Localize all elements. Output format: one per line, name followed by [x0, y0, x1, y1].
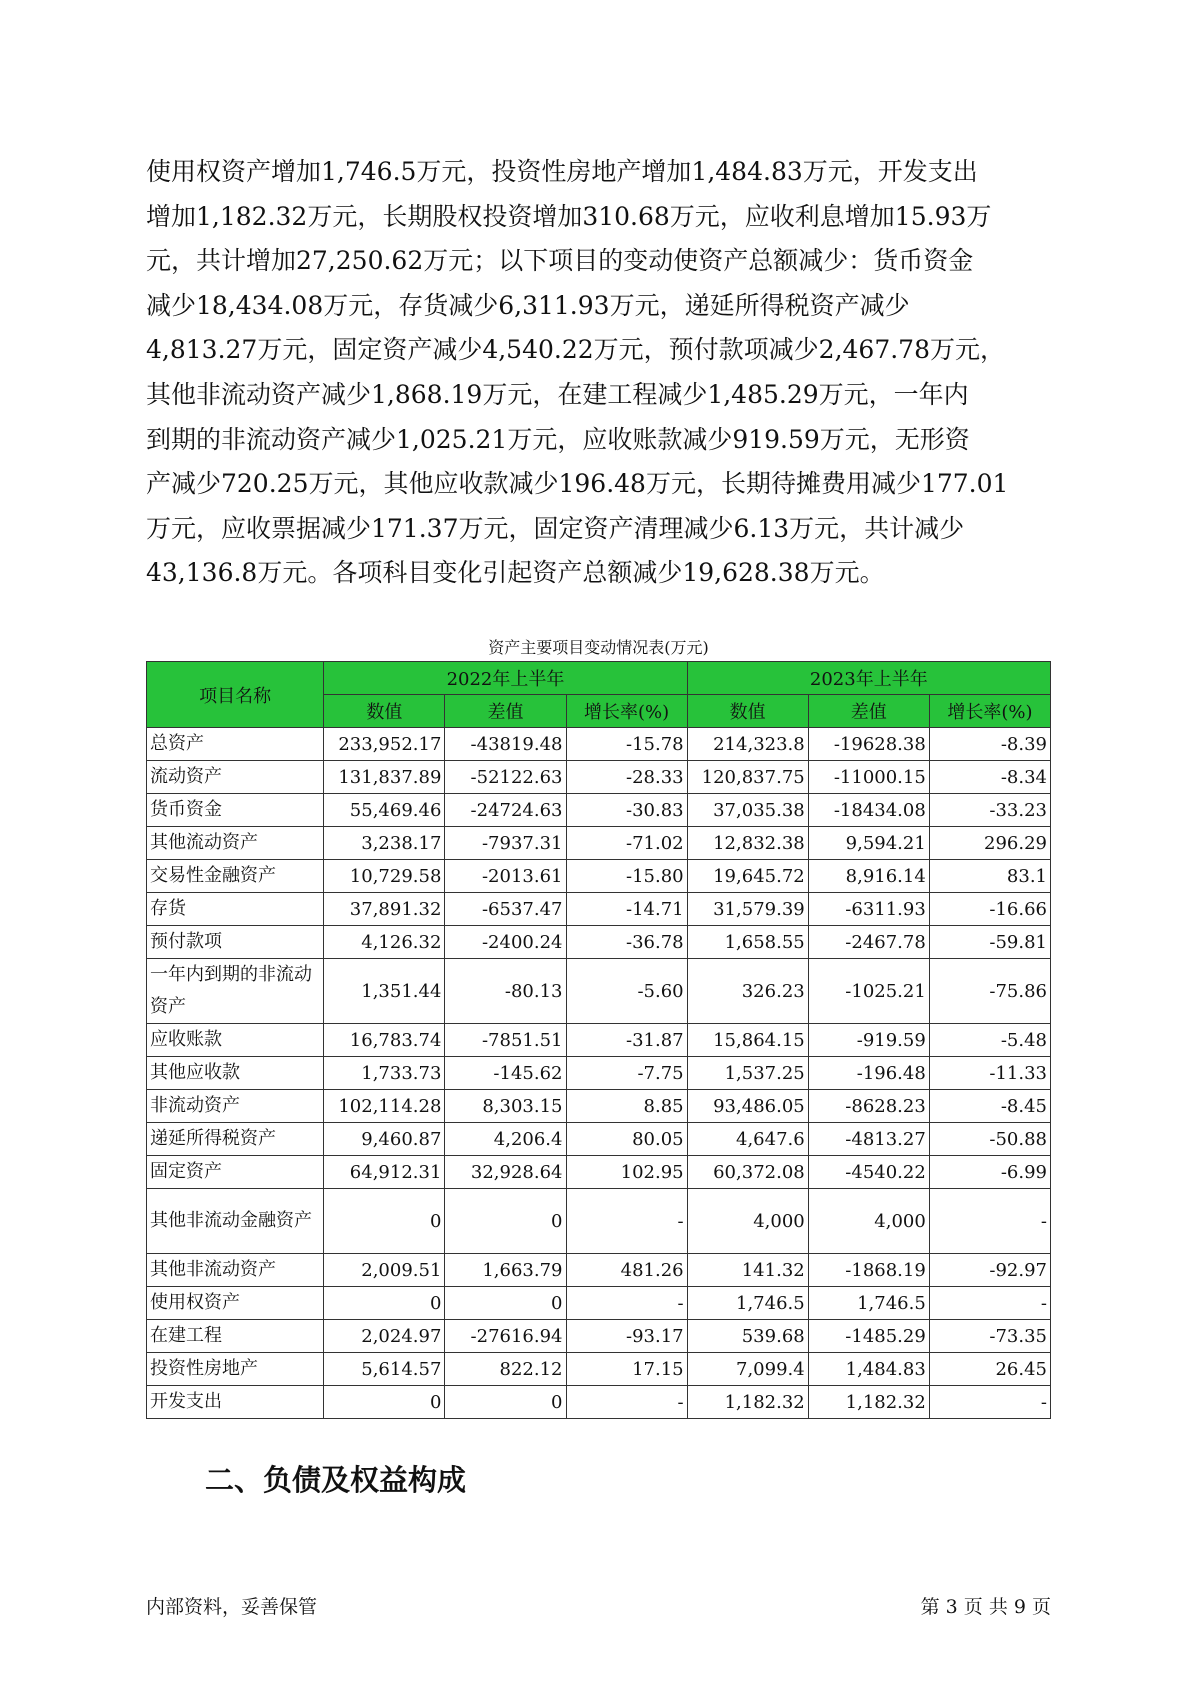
value-2023-cell: 539.68	[687, 1320, 808, 1353]
growth-2022-cell: -71.02	[566, 827, 687, 860]
value-2023-cell: 7,099.4	[687, 1353, 808, 1386]
value-2022-cell: 102,114.28	[324, 1090, 445, 1123]
value-2022-cell: 0	[324, 1287, 445, 1320]
table-caption: 资产主要项目变动情况表(万元)	[488, 638, 709, 657]
diff-2022-cell: 32,928.64	[445, 1156, 566, 1189]
row-name-cell: 其他非流动资产	[147, 1254, 324, 1287]
diff-2022-cell: -27616.94	[445, 1320, 566, 1353]
table-row	[147, 728, 1051, 761]
paragraph-line: 4,813.27万元，固定资产减少4,540.22万元，预付款项减少2,467.78万元，	[146, 335, 1005, 365]
table-row	[147, 1123, 1051, 1156]
growth-2023-cell: -	[929, 1287, 1050, 1320]
row-name-cell: 使用权资产	[147, 1287, 324, 1320]
table-row	[147, 1353, 1051, 1386]
growth-2023-cell: -	[929, 1189, 1050, 1254]
value-2022-cell: 10,729.58	[324, 860, 445, 893]
value-2023-cell: 60,372.08	[687, 1156, 808, 1189]
value-2023-cell: 4,000	[687, 1189, 808, 1254]
table-row	[147, 1386, 1051, 1419]
growth-2023-cell: 26.45	[929, 1353, 1050, 1386]
table-row	[147, 1090, 1051, 1123]
header-growth-2023: 增长率(%)	[929, 695, 1050, 728]
row-name-cell: 货币资金	[147, 794, 324, 827]
row-name-cell: 递延所得税资产	[147, 1123, 324, 1156]
value-2022-cell: 1,733.73	[324, 1057, 445, 1090]
value-2023-cell: 1,537.25	[687, 1057, 808, 1090]
value-2022-cell: 9,460.87	[324, 1123, 445, 1156]
value-2022-cell: 3,238.17	[324, 827, 445, 860]
table-header-row	[147, 662, 1051, 695]
growth-2023-cell: -8.34	[929, 761, 1050, 794]
row-name-cell: 其他应收款	[147, 1057, 324, 1090]
growth-2022-cell: -93.17	[566, 1320, 687, 1353]
table-row	[147, 860, 1051, 893]
table-row	[147, 1057, 1051, 1090]
growth-2023-cell: -33.23	[929, 794, 1050, 827]
diff-2022-cell: 0	[445, 1189, 566, 1254]
value-2023-cell: 4,647.6	[687, 1123, 808, 1156]
growth-2023-cell: -6.99	[929, 1156, 1050, 1189]
table-row	[147, 959, 1051, 1024]
growth-2022-cell: 102.95	[566, 1156, 687, 1189]
row-name-cell: 非流动资产	[147, 1090, 324, 1123]
table-row	[147, 1189, 1051, 1254]
header-item-name: 项目名称	[147, 662, 324, 728]
growth-2022-cell: 17.15	[566, 1353, 687, 1386]
growth-2023-cell: -5.48	[929, 1024, 1050, 1057]
header-period-2023: 2023年上半年	[687, 662, 1050, 695]
header-growth-2022: 增长率(%)	[566, 695, 687, 728]
diff-2023-cell: -2467.78	[808, 926, 929, 959]
row-name-cell: 预付款项	[147, 926, 324, 959]
growth-2022-cell: -5.60	[566, 959, 687, 1024]
growth-2022-cell: -7.75	[566, 1057, 687, 1090]
value-2023-cell: 12,832.38	[687, 827, 808, 860]
diff-2023-cell: 1,484.83	[808, 1353, 929, 1386]
diff-2023-cell: 1,746.5	[808, 1287, 929, 1320]
growth-2023-cell: -8.45	[929, 1090, 1050, 1123]
diff-2023-cell: -919.59	[808, 1024, 929, 1057]
diff-2022-cell: 0	[445, 1287, 566, 1320]
growth-2022-cell: 80.05	[566, 1123, 687, 1156]
diff-2023-cell: 4,000	[808, 1189, 929, 1254]
row-name-cell: 流动资产	[147, 761, 324, 794]
value-2022-cell: 5,614.57	[324, 1353, 445, 1386]
diff-2023-cell: -8628.23	[808, 1090, 929, 1123]
growth-2023-cell: -73.35	[929, 1320, 1050, 1353]
value-2023-cell: 15,864.15	[687, 1024, 808, 1057]
diff-2023-cell: -4813.27	[808, 1123, 929, 1156]
table-row	[147, 1156, 1051, 1189]
table-row	[147, 827, 1051, 860]
diff-2023-cell: -18434.08	[808, 794, 929, 827]
value-2023-cell: 31,579.39	[687, 893, 808, 926]
row-name-cell: 一年内到期的非流动资产	[147, 959, 324, 1024]
table-row	[147, 1254, 1051, 1287]
value-2023-cell: 37,035.38	[687, 794, 808, 827]
value-2022-cell: 55,469.46	[324, 794, 445, 827]
paragraph-line: 减少18,434.08万元，存货减少6,311.93万元，递延所得税资产减少	[146, 290, 910, 320]
diff-2023-cell: 8,916.14	[808, 860, 929, 893]
diff-2023-cell: -11000.15	[808, 761, 929, 794]
diff-2022-cell: -6537.47	[445, 893, 566, 926]
row-name-cell: 其他流动资产	[147, 827, 324, 860]
growth-2023-cell: 83.1	[929, 860, 1050, 893]
value-2023-cell: 1,182.32	[687, 1386, 808, 1419]
paragraph-line: 增加1,182.32万元，长期股权投资增加310.68万元，应收利息增加15.93万	[146, 201, 992, 231]
header-value-2023: 数值	[687, 695, 808, 728]
diff-2023-cell: -19628.38	[808, 728, 929, 761]
growth-2023-cell: -	[929, 1386, 1050, 1419]
growth-2022-cell: -30.83	[566, 794, 687, 827]
value-2023-cell: 214,323.8	[687, 728, 808, 761]
row-name-cell: 在建工程	[147, 1320, 324, 1353]
value-2022-cell: 131,837.89	[324, 761, 445, 794]
diff-2022-cell: -2013.61	[445, 860, 566, 893]
diff-2023-cell: -6311.93	[808, 893, 929, 926]
diff-2022-cell: -52122.63	[445, 761, 566, 794]
diff-2022-cell: 0	[445, 1386, 566, 1419]
table-row	[147, 794, 1051, 827]
diff-2022-cell: -80.13	[445, 959, 566, 1024]
growth-2022-cell: -	[566, 1189, 687, 1254]
value-2022-cell: 233,952.17	[324, 728, 445, 761]
value-2023-cell: 326.23	[687, 959, 808, 1024]
value-2022-cell: 16,783.74	[324, 1024, 445, 1057]
growth-2022-cell: -14.71	[566, 893, 687, 926]
paragraph-line: 使用权资产增加1,746.5万元，投资性房地产增加1,484.83万元，开发支出	[146, 157, 978, 186]
row-name-cell: 总资产	[147, 728, 324, 761]
value-2022-cell: 4,126.32	[324, 926, 445, 959]
diff-2023-cell: -1485.29	[808, 1320, 929, 1353]
growth-2022-cell: -31.87	[566, 1024, 687, 1057]
diff-2022-cell: 4,206.4	[445, 1123, 566, 1156]
value-2023-cell: 19,645.72	[687, 860, 808, 893]
growth-2022-cell: -15.78	[566, 728, 687, 761]
growth-2023-cell: -50.88	[929, 1123, 1050, 1156]
table-row	[147, 1024, 1051, 1057]
value-2023-cell: 1,658.55	[687, 926, 808, 959]
paragraph-line: 元，共计增加27,250.62万元；以下项目的变动使资产总额减少：货币资金	[146, 246, 974, 276]
growth-2023-cell: -59.81	[929, 926, 1050, 959]
value-2023-cell: 141.32	[687, 1254, 808, 1287]
value-2022-cell: 1,351.44	[324, 959, 445, 1024]
value-2022-cell: 2,024.97	[324, 1320, 445, 1353]
growth-2023-cell: -8.39	[929, 728, 1050, 761]
table-row	[147, 1320, 1051, 1353]
paragraph-line: 其他非流动资产减少1,868.19万元，在建工程减少1,485.29万元，一年内	[146, 379, 969, 409]
growth-2023-cell: -16.66	[929, 893, 1050, 926]
diff-2022-cell: -2400.24	[445, 926, 566, 959]
body-paragraph	[146, 150, 1051, 596]
growth-2022-cell: -15.80	[566, 860, 687, 893]
table-row	[147, 926, 1051, 959]
growth-2022-cell: -	[566, 1287, 687, 1320]
diff-2022-cell: -7937.31	[445, 827, 566, 860]
table-row	[147, 893, 1051, 926]
diff-2023-cell: -1868.19	[808, 1254, 929, 1287]
header-diff-2022: 差值	[445, 695, 566, 728]
value-2022-cell: 0	[324, 1386, 445, 1419]
table-body	[147, 728, 1051, 1419]
diff-2023-cell: 1,182.32	[808, 1386, 929, 1419]
section-heading: 二、负债及权益构成	[205, 1463, 467, 1497]
footer-confidential-note: 内部资料，妥善保管	[146, 1596, 318, 1618]
diff-2022-cell: -7851.51	[445, 1024, 566, 1057]
diff-2022-cell: 1,663.79	[445, 1254, 566, 1287]
growth-2022-cell: -28.33	[566, 761, 687, 794]
diff-2023-cell: -196.48	[808, 1057, 929, 1090]
paragraph-line: 43,136.8万元。各项科目变化引起资产总额减少19,628.38万元。	[146, 558, 885, 588]
paragraph-line: 到期的非流动资产减少1,025.21万元，应收账款减少919.59万元，无形资	[146, 424, 970, 454]
row-name-cell: 固定资产	[147, 1156, 324, 1189]
row-name-cell: 开发支出	[147, 1386, 324, 1419]
value-2022-cell: 0	[324, 1189, 445, 1254]
diff-2022-cell: 8,303.15	[445, 1090, 566, 1123]
paragraph-line: 万元，应收票据减少171.37万元，固定资产清理减少6.13万元，共计减少	[146, 513, 965, 543]
header-value-2022: 数值	[324, 695, 445, 728]
diff-2022-cell: -43819.48	[445, 728, 566, 761]
row-name-cell: 应收账款	[147, 1024, 324, 1057]
value-2023-cell: 1,746.5	[687, 1287, 808, 1320]
header-diff-2023: 差值	[808, 695, 929, 728]
asset-changes-table	[146, 661, 1051, 1419]
growth-2022-cell: 481.26	[566, 1254, 687, 1287]
row-name-cell: 交易性金融资产	[147, 860, 324, 893]
value-2022-cell: 2,009.51	[324, 1254, 445, 1287]
growth-2023-cell: 296.29	[929, 827, 1050, 860]
diff-2023-cell: -1025.21	[808, 959, 929, 1024]
value-2022-cell: 64,912.31	[324, 1156, 445, 1189]
table-row	[147, 1287, 1051, 1320]
footer-page-number: 第 3 页 共 9 页	[920, 1596, 1051, 1618]
value-2023-cell: 93,486.05	[687, 1090, 808, 1123]
value-2023-cell: 120,837.75	[687, 761, 808, 794]
diff-2022-cell: -145.62	[445, 1057, 566, 1090]
row-name-cell: 存货	[147, 893, 324, 926]
growth-2022-cell: -	[566, 1386, 687, 1419]
row-name-cell: 其他非流动金融资产	[147, 1189, 324, 1254]
growth-2023-cell: -75.86	[929, 959, 1050, 1024]
table-row	[147, 761, 1051, 794]
diff-2023-cell: 9,594.21	[808, 827, 929, 860]
growth-2023-cell: -92.97	[929, 1254, 1050, 1287]
header-period-2022: 2022年上半年	[324, 662, 687, 695]
growth-2022-cell: -36.78	[566, 926, 687, 959]
row-name-cell: 投资性房地产	[147, 1353, 324, 1386]
diff-2022-cell: -24724.63	[445, 794, 566, 827]
paragraph-line: 产减少720.25万元，其他应收款减少196.48万元，长期待摊费用减少177.01	[146, 469, 1009, 499]
value-2022-cell: 37,891.32	[324, 893, 445, 926]
growth-2022-cell: 8.85	[566, 1090, 687, 1123]
diff-2023-cell: -4540.22	[808, 1156, 929, 1189]
diff-2022-cell: 822.12	[445, 1353, 566, 1386]
growth-2023-cell: -11.33	[929, 1057, 1050, 1090]
